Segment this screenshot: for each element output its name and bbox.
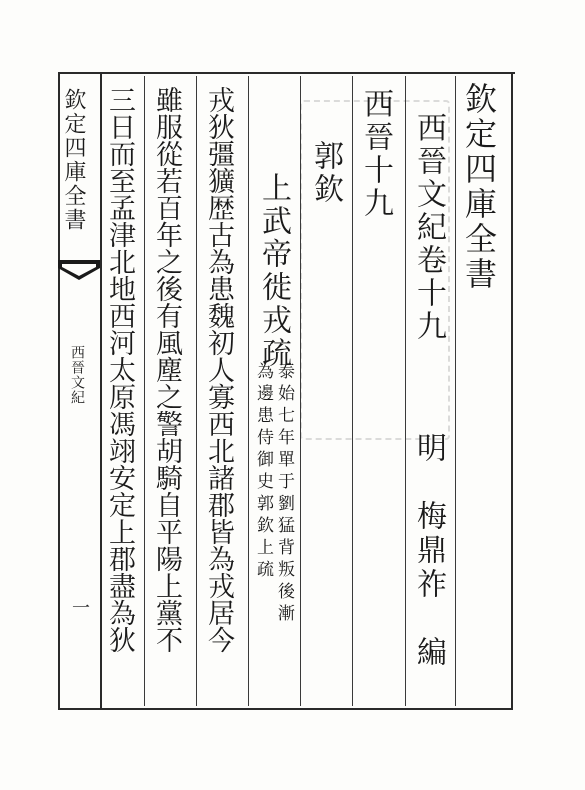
body-text-line-3: 三日而至孟津北地西河太原馮翊安定上郡盡為狄 xyxy=(104,86,135,653)
author-name: 郭欽 xyxy=(308,140,343,206)
book-title: 西晉文紀卷十九 xyxy=(411,112,446,343)
memorial-note-line-1: 泰始七年單于劉猛背叛後漸 xyxy=(274,362,294,626)
column-rule-7 xyxy=(144,76,145,706)
column-rule-3 xyxy=(352,76,353,706)
fish-tail-ornament xyxy=(58,258,100,282)
margin-page-number: 一 xyxy=(69,598,90,616)
column-rule-5 xyxy=(248,76,249,706)
margin-series-title: 欽定四庫全書 xyxy=(61,88,86,232)
column-rule-1 xyxy=(455,76,456,706)
memorial-title: 上武帝徙戎疏 xyxy=(256,172,291,370)
column-rule-6 xyxy=(196,76,197,706)
column-rule-4 xyxy=(300,76,301,706)
memorial-note-line-2: 為邊患侍御史郭欽上疏 xyxy=(253,362,273,582)
section-title: 西晉十九 xyxy=(358,88,393,220)
body-text-line-2: 雖服從若百年之後有風塵之警胡騎自平陽上黨不 xyxy=(151,86,182,653)
compiler-credit: 明 梅鼎祚 編 xyxy=(411,432,446,670)
body-text-line-1: 戎狄彊獷歴古為患魏初人寡西北諸郡皆為戎居今 xyxy=(203,86,234,653)
margin-book-title: 西晉文紀 xyxy=(69,345,85,405)
series-title: 欽定四庫全書 xyxy=(460,82,498,292)
column-rule-2 xyxy=(405,76,406,706)
